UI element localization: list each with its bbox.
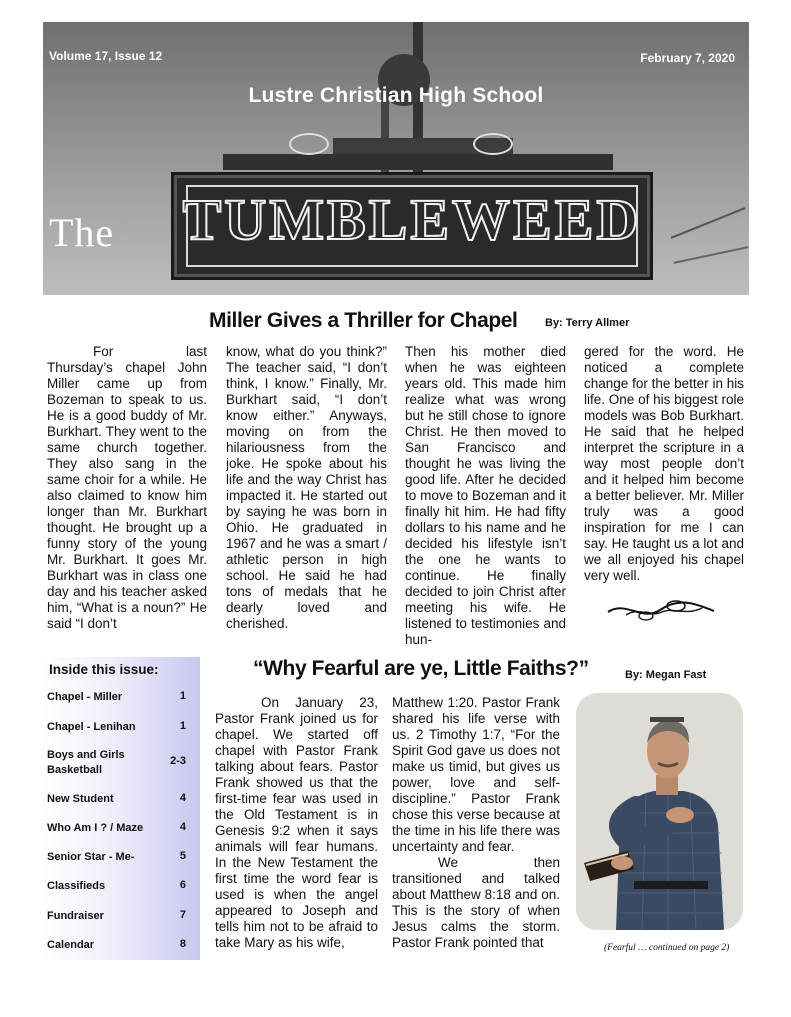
sign-scroll-ornament-left	[289, 133, 329, 155]
article2-text-2: Matthew 1:20. Pastor Frank shared his life verse with us. 2 Timothy 1:7, “For the Spirit God gave us does not make us timid, but gives us power, love and self-discipline.” Pastor Frank chose this verse because at the time in his life there was uncertainty and fear.	[392, 695, 560, 854]
tumbleweed-sign	[171, 172, 653, 280]
sign-wire	[674, 246, 749, 264]
sidebar-title: Inside this issue:	[49, 662, 159, 677]
masthead-banner	[43, 22, 749, 295]
toc-item-label: New Student	[47, 793, 114, 805]
inside-this-issue-box	[43, 657, 200, 960]
article1-text-3: Then his mother died when he was eighteen years old. This made him realize what was wrong but he still chose to ignore Christ. He then moved to San Francisco and thought he was living the good life. After he decided to move to Bozeman and it finally hit him. He had fifty dollars to his name and he decided his lifestyle isn’t the one he wants to continue. He finally decided to join Christ after meeting his wife. He listened to testimonies and hun-	[405, 344, 566, 646]
article1-column-3	[405, 344, 566, 646]
newsletter-title: TUMBLEWEED	[182, 187, 642, 252]
article1-column-1	[47, 344, 207, 646]
article1-text-4: gered for the word. He noticed a complete change for the better in his life. One of his biggest role models was Bob Burkhart. He said that he helped interpret the scripture in a way most people don’t and it helped him become a better believer. Mr. Miller truly was a good inspiration for me I can say. He taught us a lot and we all enjoyed his chapel very well.	[584, 344, 744, 583]
article1-column-4	[584, 344, 744, 594]
speaker-illustration	[576, 693, 743, 930]
toc-item-label: Classifieds	[47, 880, 106, 892]
article2-column-2	[392, 695, 560, 961]
article1-text-1: For last Thursday’s chapel John Miller came up from Bozeman to speak to us. He is a good buddy of Mr. Burkhart. They went to the same church together. They also sang in the same choir for a while. He also claimed to know him longer than Mr. Burkhart thought. He brought up a funny story of the young Mr. Burkhart. It goes Mr. Burkhart was in class one day and his teacher asked him, “What is a noun?” He said “I don’t	[47, 344, 207, 631]
toc-item-page: 5	[179, 850, 186, 862]
toc-item-page: 7	[179, 909, 186, 921]
article1-text-2: know, what do you think?” The teacher said, “I don’t think, I know.” Finally, Mr. Burkhart said, “I don’t know either.” Anyways, moving on from the hilariousness from the joke. He spoke about his life and the way Christ has impacted it. He started out by saying he was born in Ohio. He graduated in 1967 and he was a smart / athletic person in high school. He said he had tons of medals that he dearly loved and cherished.	[226, 344, 387, 631]
article2-text-3: We then transitioned and talked about Matthew 8:18 and on. This is the story of when Jesus calms the storm. Pastor Frank pointed that	[392, 855, 560, 950]
sign-bracket	[223, 154, 613, 170]
toc-item-page: 1	[179, 690, 186, 702]
flourish-divider-icon	[606, 596, 716, 626]
article1-byline: By: Terry Allmer	[545, 317, 630, 329]
article2-column-1	[215, 695, 378, 961]
toc-item-page: 2-3	[170, 755, 186, 767]
toc-item-page: 6	[179, 879, 186, 891]
article2-byline: By: Megan Fast	[625, 669, 707, 681]
masthead-the: The	[49, 210, 115, 255]
article2-headline: “Why Fearful are ye, Little Faiths?”	[253, 657, 589, 680]
toc-item-label: Senior Star - Me-	[47, 851, 135, 863]
article1-headline: Miller Gives a Thriller for Chapel	[209, 309, 518, 332]
toc-item-label: Boys and Girls Basketball	[47, 749, 125, 776]
toc-item-page: 4	[179, 821, 186, 833]
toc-item-page: 8	[179, 938, 186, 950]
toc-item-label: Chapel - Miller	[47, 691, 123, 703]
toc-item-label: Chapel - Lenihan	[47, 721, 136, 733]
article2-text-1: On January 23, Pastor Frank joined us for chapel. We started off chapel with Pastor Frank talking about fears. Pastor Frank showed us that the first-time fear was used in the Old Testament is in Genesis 9:2 when it says animals will fear humans. In the New Testament the first time the word fear is used is when the angel appeared to Joseph and tells him not to be afraid to take Mary as his wife,	[215, 695, 378, 950]
pastor-frank-photo	[576, 693, 743, 930]
sign-wire	[671, 207, 746, 239]
toc-item-page: 4	[179, 792, 186, 804]
toc-item-label: Calendar	[47, 939, 95, 951]
article1-column-2	[226, 344, 387, 646]
continued-caption: (Fearful … continued on page 2)	[604, 943, 730, 953]
toc-item-page: 1	[179, 720, 186, 732]
sign-scroll-ornament-right	[473, 133, 513, 155]
issue-date: February 7, 2020	[640, 51, 735, 65]
volume-issue: Volume 17, Issue 12	[49, 49, 163, 63]
toc-item-label: Who Am I ? / Maze	[47, 822, 144, 834]
school-name: Lustre Christian High School	[248, 84, 544, 107]
toc-item-label: Fundraiser	[47, 910, 104, 922]
